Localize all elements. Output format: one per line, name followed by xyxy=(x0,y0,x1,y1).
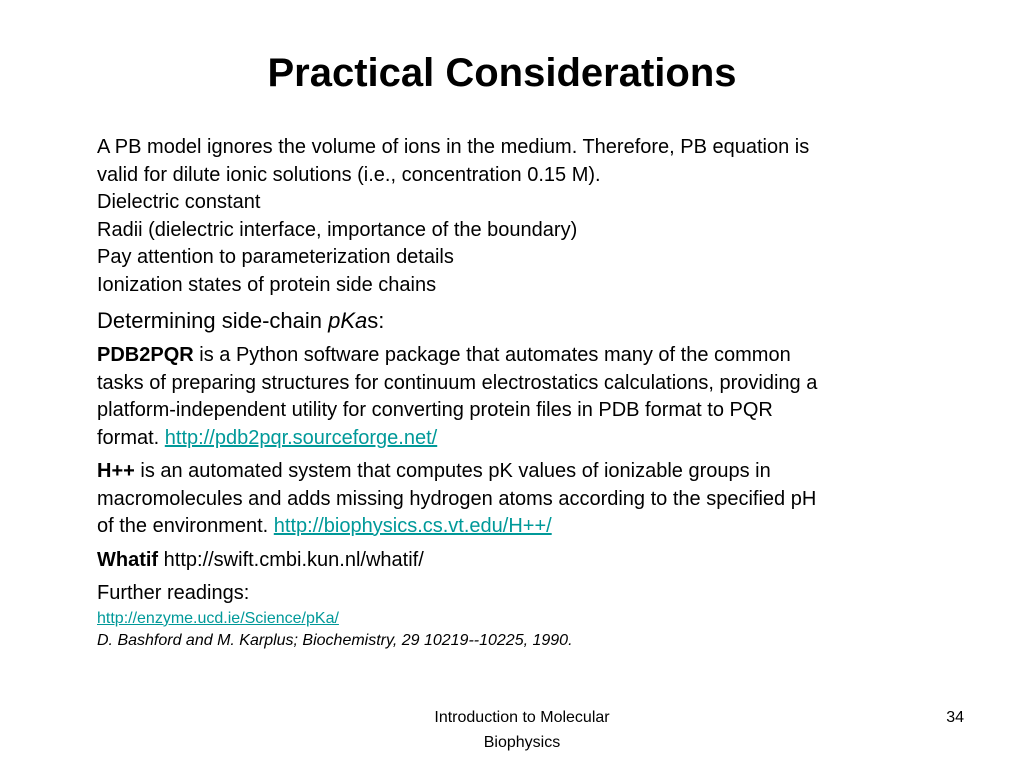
determining-suffix: s: xyxy=(367,308,385,333)
determining-prefix: Determining side-chain xyxy=(97,308,329,333)
hpp-line-1: is an automated system that computes pK values of ionizable groups in xyxy=(134,460,771,482)
further-readings xyxy=(97,580,937,652)
footer-line-2: Biophysics xyxy=(483,734,561,751)
intro-line-1: A PB model ignores the volume of ions in the medium. Therefore, PB equation is xyxy=(97,136,810,158)
hpp-link[interactable]: http://biophysics.cs.vt.edu/H++/ xyxy=(273,515,552,537)
further-label: Further readings: xyxy=(97,582,250,604)
whatif-url-text: http://swift.cmbi.kun.nl/whatif/ xyxy=(158,548,424,571)
hpp-line-3: of the environment. xyxy=(97,515,274,537)
slide-title: Practical Considerations xyxy=(267,51,737,95)
further-link[interactable]: http://enzyme.ucd.ie/Science/pKa/ xyxy=(97,609,339,627)
intro-line-5: Pay attention to parameterization details xyxy=(97,246,454,268)
footer-course-title xyxy=(402,705,642,755)
whatif-paragraph xyxy=(97,547,937,575)
hpp-line-2: macromolecules and adds missing hydrogen atoms according to the specified pH xyxy=(97,487,817,510)
intro-line-2: valid for dilute ionic solutions (i.e., concentration 0.15 M). xyxy=(97,163,601,186)
further-citation: D. Bashford and M. Karplus; Biochemistry, 29 10219--10225, 1990. xyxy=(97,631,573,649)
pdb2pqr-line-1: is a Python software package that automates many of the common xyxy=(193,344,791,366)
pdb2pqr-line-4: format. xyxy=(97,426,165,449)
pdb2pqr-link[interactable]: http://pdb2pqr.sourceforge.net/ xyxy=(164,426,438,449)
hpp-paragraph xyxy=(97,458,937,541)
pdb2pqr-line-3: platform-independent utility for converting protein files in PDB format to PQR xyxy=(97,399,773,421)
pdb2pqr-line-2: tasks of preparing structures for continuum electrostatics calculations, providing a xyxy=(97,371,818,394)
pdb2pqr-paragraph xyxy=(97,342,937,452)
whatif-name: Whatif xyxy=(97,548,159,571)
pdb2pqr-name: PDB2PQR xyxy=(97,344,194,366)
intro-line-3: Dielectric constant xyxy=(97,191,261,213)
intro-line-4: Radii (dielectric interface, importance of the boundary) xyxy=(97,218,578,241)
determining-pka: pKa xyxy=(328,308,368,333)
slide-number: 34 xyxy=(946,709,964,726)
determining-heading xyxy=(97,306,937,336)
hpp-name: H++ xyxy=(97,460,135,482)
slide-body xyxy=(97,134,937,652)
footer-line-1: Introduction to Molecular xyxy=(434,709,610,726)
intro-line-6: Ionization states of protein side chains xyxy=(97,273,437,296)
